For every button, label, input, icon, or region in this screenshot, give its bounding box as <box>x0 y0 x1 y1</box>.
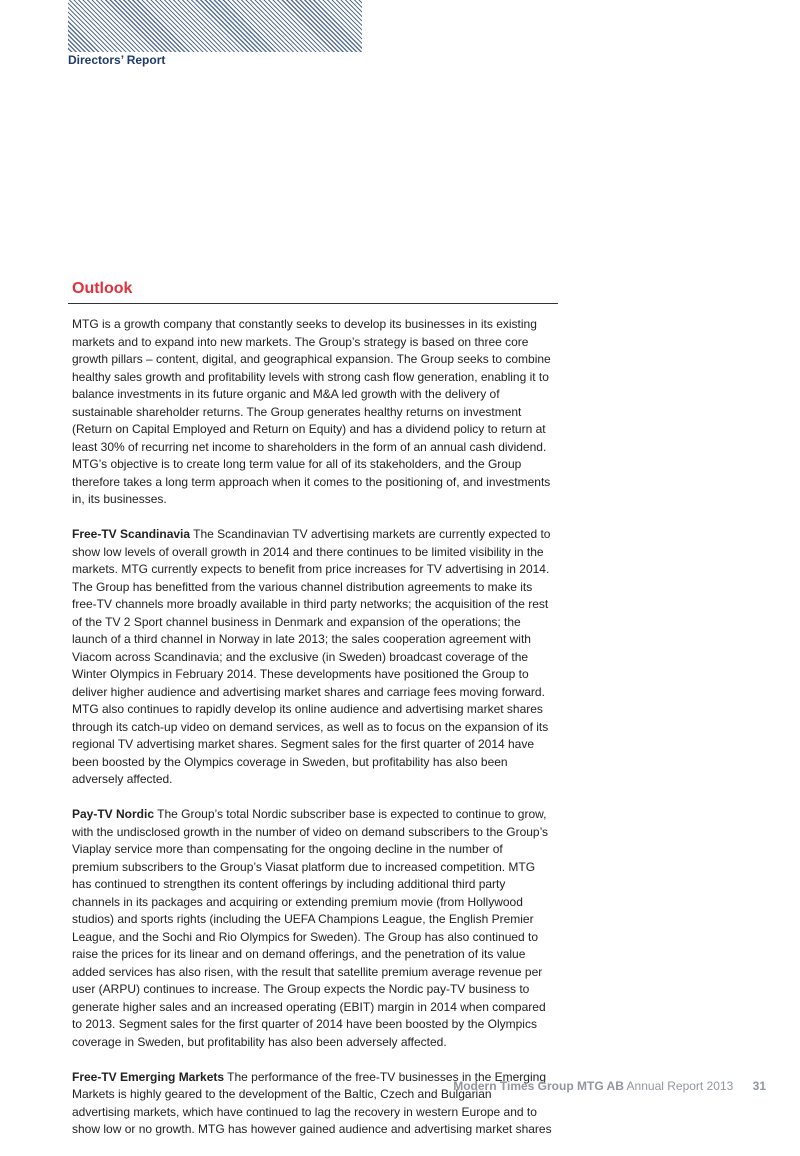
line-text: MTG also continues to rapidly develop its online audience and advertising market shares <box>72 702 543 716</box>
text-line <box>72 369 562 387</box>
line-text: markets and to expand into new markets. The Group’s strategy is based on three core <box>72 334 529 349</box>
text-line <box>72 351 562 369</box>
text-line <box>72 456 562 474</box>
text-line <box>72 649 562 667</box>
text-line <box>72 736 562 754</box>
line-text: MTG’s objective is to create long term value for all of its stakeholders, and the Group <box>72 457 522 471</box>
text-line <box>72 911 562 929</box>
page-number: 31 <box>752 1079 766 1093</box>
line-text: channels in its packages and acquiring or extending premium movie (from Hollywood <box>72 894 523 909</box>
paragraph <box>72 316 562 509</box>
text-line <box>72 1016 562 1034</box>
text-line <box>72 1104 562 1122</box>
line-text: advertising markets, which have continued to lag the recovery in western Europe and to <box>72 1104 537 1119</box>
line-text: Markets is highly geared to the development of the Baltic, Czech and Bulgarian <box>72 1087 492 1101</box>
text-line <box>72 719 562 737</box>
text-line <box>72 824 562 842</box>
line-text: The Group’s total Nordic subscriber base is expected to continue to grow, <box>154 807 547 821</box>
text-line <box>72 491 562 509</box>
line-text: (Return on Capital Employed and Return on Equity) and has a dividend policy to return at <box>72 422 546 436</box>
page-footer <box>453 1079 766 1093</box>
line-text: adversely affected. <box>72 772 173 786</box>
line-text: to 2013. Segment sales for the first quarter of 2014 have been boosted by the Olympics <box>72 1017 537 1031</box>
text-line <box>72 614 562 632</box>
text-line <box>72 999 562 1017</box>
paragraph-heading: Free-TV Emerging Markets <box>72 1069 225 1084</box>
line-text: deliver higher audience and advertising market shares and carriage fees moving forward. <box>72 684 545 699</box>
line-text: sustainable shareholder returns. The Group generates healthy returns on investment <box>72 404 522 419</box>
line-text: added services has also risen, with the result that satellite premium average revenue per <box>72 964 543 979</box>
line-text: studios) and sports rights (including the UEFA Champions League, the English Premier <box>72 912 534 926</box>
text-line <box>72 404 562 422</box>
line-text: generate higher sales and an increased operating (EBIT) margin in 2014 when compared <box>72 999 546 1014</box>
line-text: raise the prices for its linear and on demand offerings, and the penetration of its value <box>72 947 526 961</box>
text-line <box>72 946 562 964</box>
text-line <box>72 474 562 492</box>
paragraph-heading: Free-TV Scandinavia <box>72 527 191 541</box>
line-text: free-TV channels more broadly available in third party networks; the acquisition of the rest <box>72 597 549 611</box>
line-text: growth pillars – content, digital, and geographical expansion. The Group seeks to combine <box>72 352 551 366</box>
line-text: healthy sales growth and profitability levels with strong cash flow generation, enabling it to <box>72 369 549 384</box>
line-text: has continued to strengthen its content offerings by including additional third party <box>72 877 506 891</box>
text-line <box>72 859 562 877</box>
text-line <box>72 386 562 404</box>
line-text: show low levels of overall growth in 2014 and there continues to be limited visibility in the <box>72 544 544 559</box>
line-text: of the TV 2 Sport channel business in Denmark and expansion of the operations; the <box>72 614 521 629</box>
text-line <box>72 544 562 562</box>
text-line <box>72 316 562 334</box>
line-text: Viaplay service more than compensating for the ongoing decline in the number of <box>72 842 503 856</box>
text-line <box>72 806 562 824</box>
line-text: The Group has benefitted from the various channel distribution agreements to make its <box>72 579 533 594</box>
text-line <box>72 579 562 597</box>
text-line <box>72 666 562 684</box>
page-title: Outlook <box>72 280 133 297</box>
text-line <box>72 754 562 772</box>
line-text: therefore takes a long term approach when it comes to the positioning of, and investments <box>72 474 551 489</box>
text-line <box>72 631 562 649</box>
text-line <box>72 526 562 544</box>
line-text: Winter Olympics in February 2014. These developments have positioned the Group to <box>72 667 529 681</box>
text-line <box>72 894 562 912</box>
section-label: Directors’ Report <box>68 53 166 67</box>
line-text: in, its businesses. <box>72 492 167 506</box>
line-text: show low or no growth. MTG has however gained audience and advertising market shares <box>72 1122 552 1136</box>
text-line <box>72 981 562 999</box>
text-line <box>72 771 562 789</box>
line-text: least 30% of recurring net income to shareholders in the form of an annual cash dividend. <box>72 439 547 454</box>
line-text: Viacom across Scandinavia; and the exclusive (in Sweden) broadcast coverage of the <box>72 649 529 664</box>
line-text: launch of a third channel in Norway in late 2013; the sales cooperation agreement with <box>72 632 531 646</box>
paragraph-heading: Pay-TV Nordic <box>72 807 155 821</box>
text-line <box>72 421 562 439</box>
line-text: The Scandinavian TV advertising markets are currently expected to <box>190 527 551 541</box>
text-line <box>72 701 562 719</box>
title-divider <box>68 303 558 304</box>
text-line <box>72 596 562 614</box>
text-line <box>72 1034 562 1052</box>
text-line <box>72 439 562 457</box>
line-text: balance investments in its future organic and M&A led growth with the delivery of <box>72 387 500 401</box>
line-text: markets. MTG currently expects to benefit from price increases for TV advertising in 2014. <box>72 562 550 576</box>
footer-company: Modern Times Group MTG AB <box>453 1079 624 1093</box>
line-text: with the undisclosed growth in the number of video on demand subscribers to the Group’s <box>72 824 549 839</box>
line-text: MTG is a growth company that constantly seeks to develop its businesses in its existing <box>72 317 537 331</box>
text-line <box>72 929 562 947</box>
line-text: through its catch-up video on demand services, as well as to focus on the expansion of its <box>72 719 549 734</box>
line-text: regional TV advertising market shares. Segment sales for the first quarter of 2014 have <box>72 737 535 751</box>
text-line <box>72 561 562 579</box>
line-text: coverage in Sweden, but profitability has also been adversely affected. <box>72 1034 447 1049</box>
paragraph <box>72 526 562 789</box>
footer-report: Annual Report 2013 <box>626 1079 734 1093</box>
line-text: been boosted by the Olympics coverage in Sweden, but profitability has also been <box>72 754 508 769</box>
line-text: user (ARPU) continues to increase. The Group expects the Nordic pay-TV business to <box>72 982 530 996</box>
line-text: The performance of the free-TV businesses in the Emerging <box>224 1069 546 1084</box>
body-text <box>72 316 562 1156</box>
text-line <box>72 684 562 702</box>
paragraph <box>72 806 562 1051</box>
line-text: premium subscribers to the Group’s Viasat platform due to increased competition. MTG <box>72 859 536 874</box>
text-line <box>72 964 562 982</box>
line-text: League, and the Sochi and Rio Olympics for Sweden). The Group has also continued to <box>72 929 539 944</box>
header-hatch-pattern <box>68 0 362 52</box>
text-line <box>72 841 562 859</box>
text-line <box>72 1121 562 1139</box>
text-line <box>72 334 562 352</box>
text-line <box>72 876 562 894</box>
